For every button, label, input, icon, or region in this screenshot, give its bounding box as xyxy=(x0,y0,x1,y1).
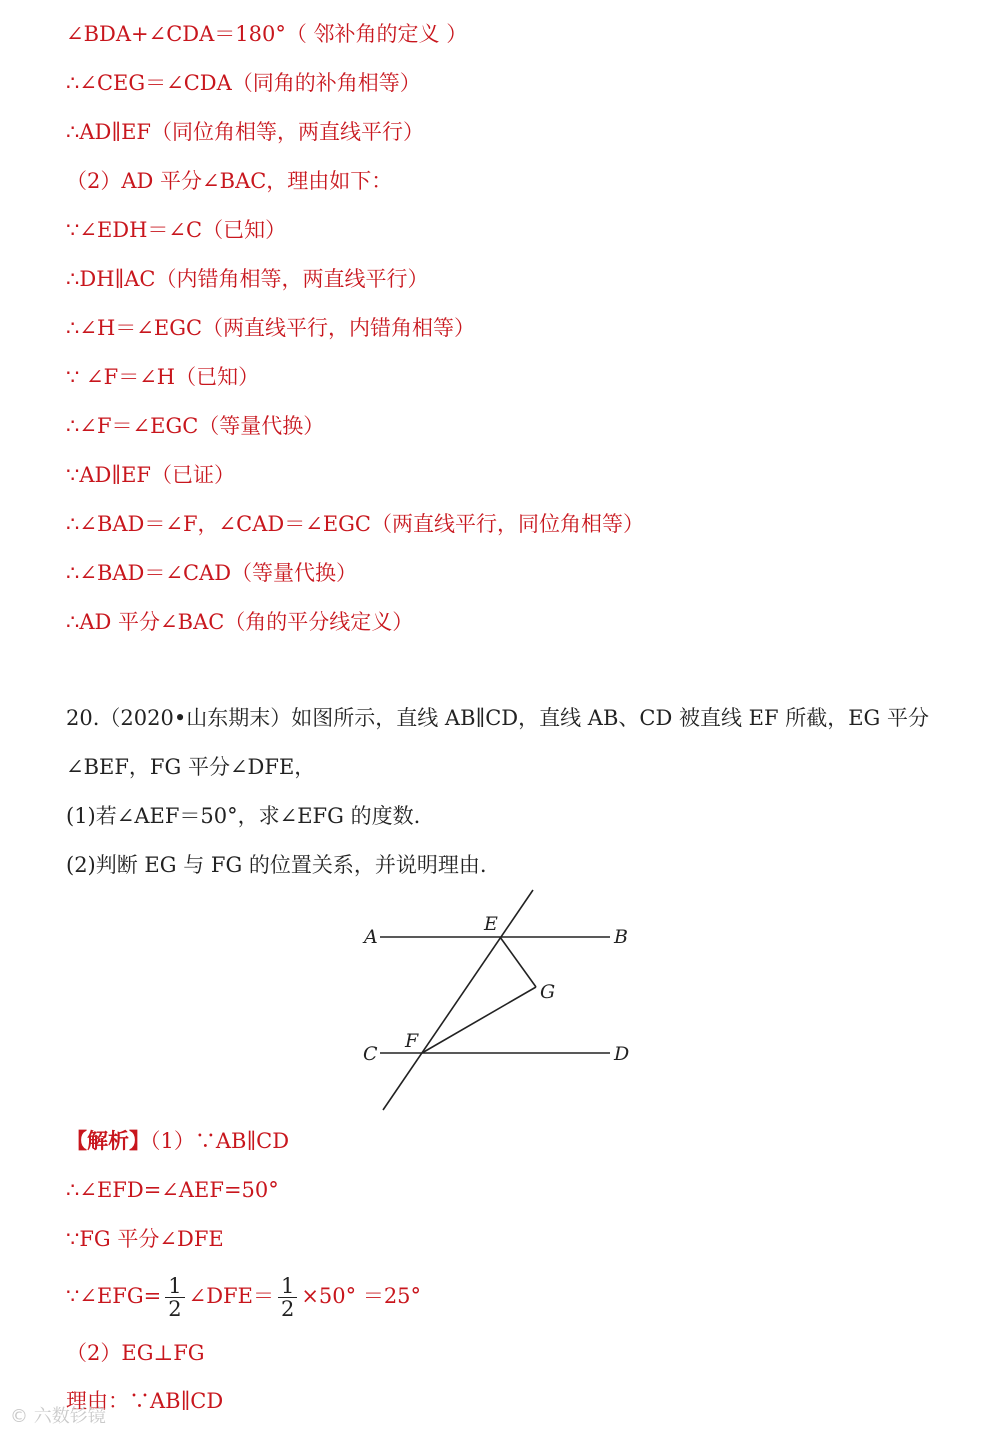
answer-line: ∴AD∥EF（同位角相等，两直线平行） xyxy=(66,120,424,144)
solution-tag: 【解析】 xyxy=(66,1128,150,1153)
watermark: © 六数钐镜 xyxy=(10,1406,106,1427)
answer-line: ∴∠H＝∠EGC（两直线平行，内错角相等） xyxy=(66,316,476,340)
answer-line: ∴AD 平分∠BAC（角的平分线定义） xyxy=(66,610,414,634)
answer-line: ∴∠CEG＝∠CDA（同角的补角相等） xyxy=(66,71,421,95)
answer-line: ∴∠F＝∠EGC（等量代换） xyxy=(66,414,325,438)
solution-reason: 理由：∵AB∥CD xyxy=(66,1389,224,1413)
label-e: E xyxy=(484,913,498,935)
fraction-half-2 xyxy=(278,1275,297,1320)
answer-line: ∠BDA+∠CDA＝180°（ 邻补角的定义 ） xyxy=(66,22,468,46)
geometry-figure xyxy=(350,885,650,1120)
question-line: 20.（2020•山东期末）如图所示，直线 AB∥CD，直线 AB、CD 被直线 EF 所截，EG 平分 xyxy=(66,706,929,730)
fraction-numerator: 1 xyxy=(165,1275,184,1298)
question-line: (2)判断 EG 与 FG 的位置关系，并说明理由. xyxy=(66,853,487,877)
label-b: B xyxy=(614,926,628,948)
fraction-denominator: 2 xyxy=(168,1297,182,1321)
solution-part2: （2）EG⊥FG xyxy=(66,1341,205,1365)
fraction-denominator: 2 xyxy=(280,1297,295,1321)
label-d: D xyxy=(614,1043,630,1065)
answer-line: ∵AD∥EF（已证） xyxy=(66,463,235,487)
question-line: ∠BEF，FG 平分∠DFE， xyxy=(66,755,316,779)
fraction-half-1 xyxy=(165,1275,184,1320)
formula-middle: ∠DFE＝ xyxy=(188,1284,274,1308)
formula-line xyxy=(66,1272,421,1320)
answer-line: ∵∠EDH＝∠C（已知） xyxy=(66,218,287,242)
fraction-numerator: 1 xyxy=(278,1275,297,1298)
solution-step: ∵FG 平分∠DFE xyxy=(66,1227,224,1251)
question-line: (1)若∠AEF＝50°，求∠EFG 的度数. xyxy=(66,804,421,828)
segment-fg xyxy=(422,987,536,1053)
formula-suffix: ×50° ＝25° xyxy=(301,1284,422,1308)
answer-line: ∴DH∥AC（内错角相等，两直线平行） xyxy=(66,267,429,291)
answer-line: （2）AD 平分∠BAC，理由如下： xyxy=(66,169,393,193)
solution-step: ∴∠EFD=∠AEF=50° xyxy=(66,1178,279,1202)
segment-eg xyxy=(500,937,536,987)
answer-line: ∴∠BAD＝∠F，∠CAD＝∠EGC（两直线平行，同位角相等） xyxy=(66,512,644,536)
label-c: C xyxy=(363,1043,378,1065)
answer-line: ∵ ∠F＝∠H（已知） xyxy=(66,365,260,389)
label-g: G xyxy=(540,981,556,1003)
solution-lead-line xyxy=(66,1127,289,1155)
line-ef xyxy=(383,890,533,1110)
answer-line: ∴∠BAD＝∠CAD（等量代换） xyxy=(66,561,358,585)
formula-prefix: ∵∠EFG= xyxy=(66,1284,162,1308)
solution-lead: （1）∵AB∥CD xyxy=(150,1129,290,1153)
label-a: A xyxy=(364,926,378,948)
label-f: F xyxy=(405,1030,419,1052)
